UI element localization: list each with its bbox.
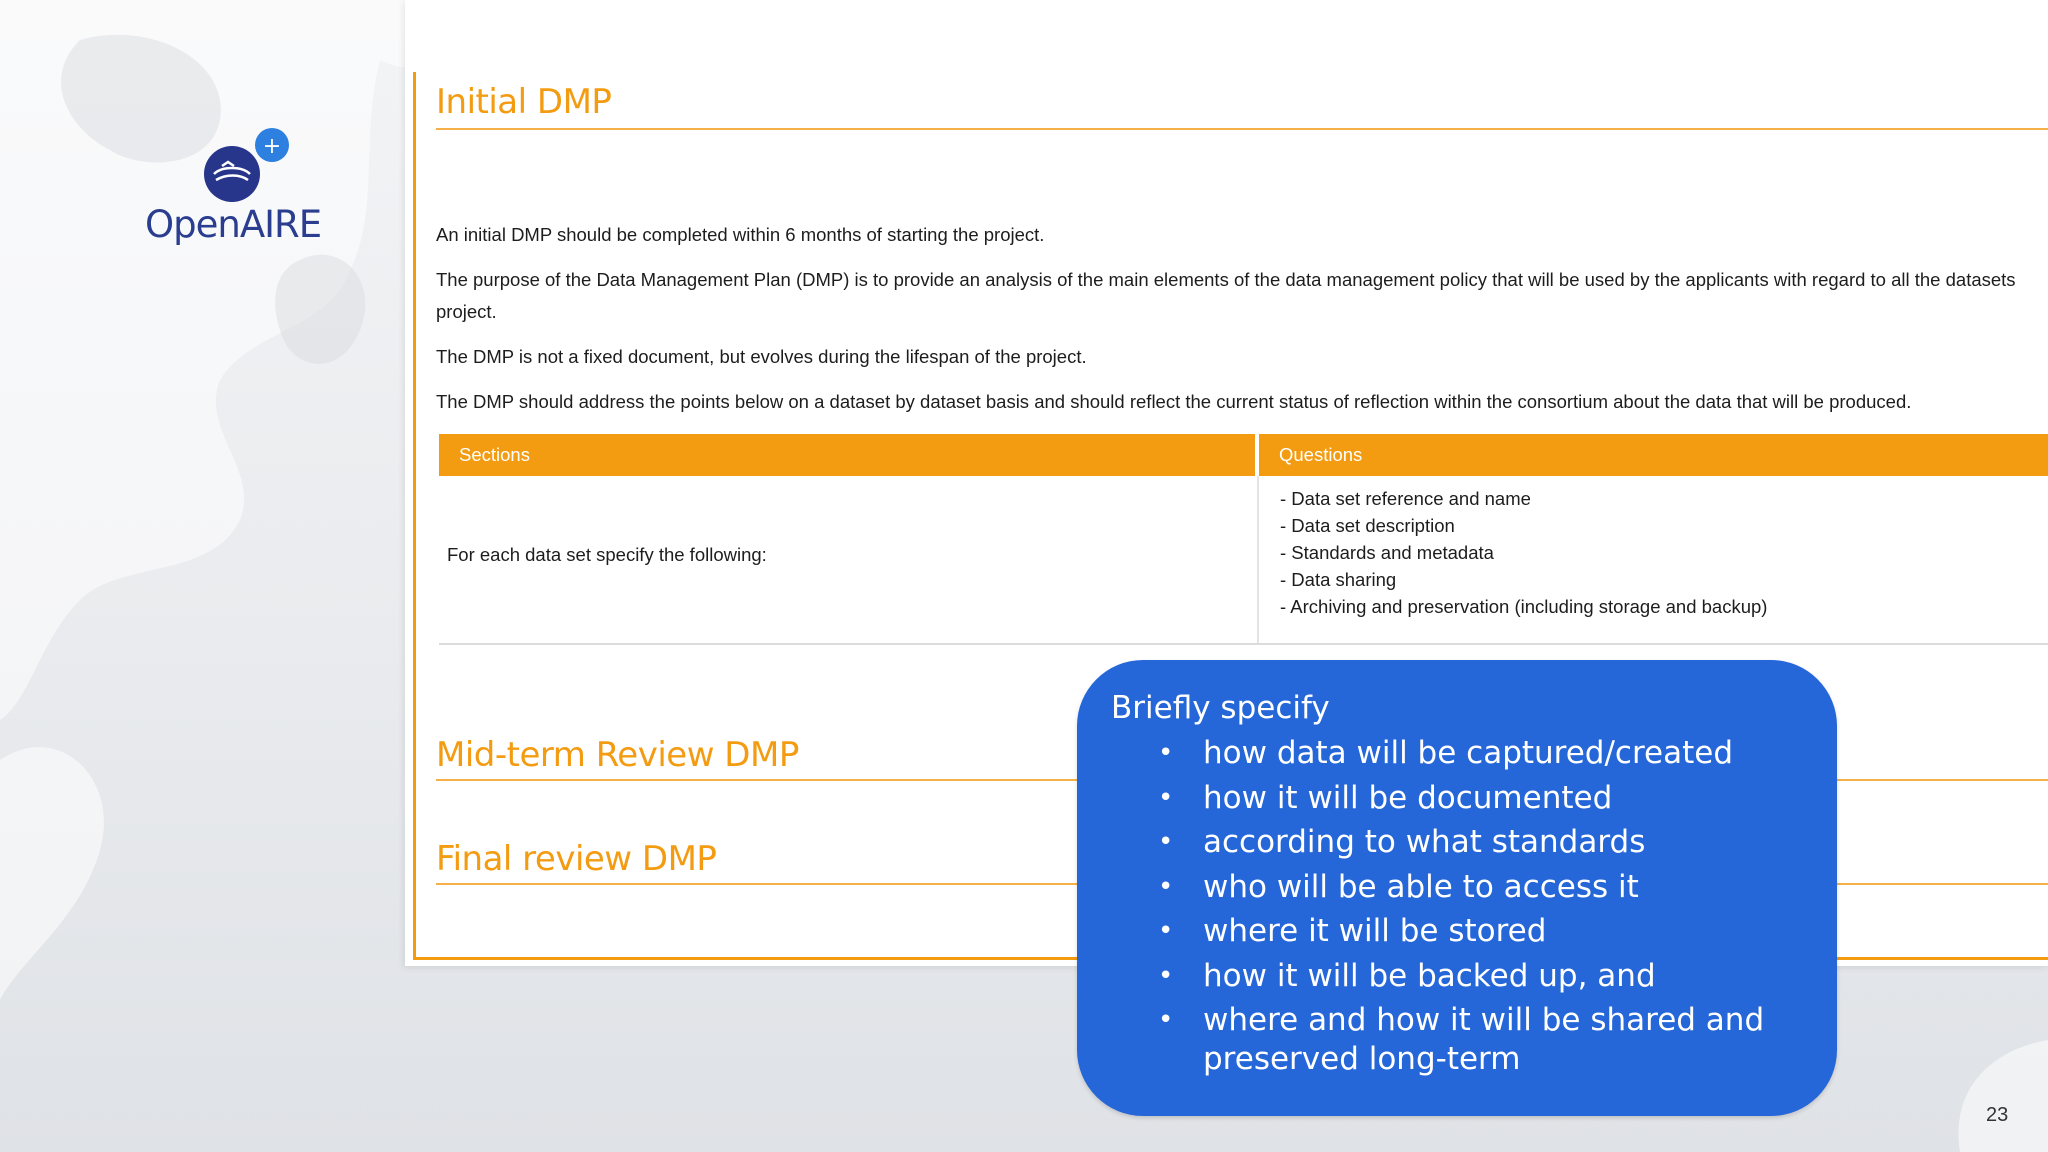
bullet-icon: • <box>1158 738 1174 768</box>
callout-box <box>1077 660 1837 1116</box>
callout-item-text: how data will be captured/created <box>1203 735 1734 771</box>
table-header-questions: Questions <box>1259 434 2048 476</box>
bullet-icon: • <box>1158 916 1174 946</box>
paragraph-2: The purpose of the Data Management Plan (DMP) is to provide an analysis of the main elements of the data management policy that will be used by the applicants with regard to all the datasets <box>436 269 2016 290</box>
page-number: 23 <box>1986 1104 2009 1126</box>
callout-item-text: according to what standards <box>1203 824 1646 860</box>
paragraph-4: The DMP should address the points below on a dataset by dataset basis and should reflect the current status of reflection within the consortium about the data that will be produced. <box>436 391 1912 412</box>
table-bottom-rule <box>439 643 2048 645</box>
paragraph-2-cont: project. <box>436 301 497 322</box>
callout-item-text: who will be able to access it <box>1203 868 1639 905</box>
section-title-initial: Initial DMP <box>436 82 612 122</box>
callout-item-text: where and how it will be shared and preserved long-term <box>1203 1002 1765 1077</box>
table-column-divider <box>1257 476 1259 644</box>
bullet-icon: • <box>1158 1005 1174 1035</box>
list-item: - Data set description <box>1280 515 1455 536</box>
bullet-icon: • <box>1158 782 1174 813</box>
callout-item-text: where it will be stored <box>1203 913 1547 949</box>
callout-item <box>1077 734 1837 773</box>
callout-item <box>1077 779 1837 818</box>
callout-item <box>1077 957 1837 996</box>
section-rule-initial <box>436 128 2048 130</box>
list-item: - Data sharing <box>1280 569 1397 590</box>
callout-item <box>1077 1001 1837 1078</box>
bullet-icon: • <box>1158 960 1174 991</box>
callout-list <box>1077 734 1837 1084</box>
table-row-label: For each data set specify the following: <box>447 544 767 565</box>
section-title-final: Final review DMP <box>436 839 717 879</box>
list-item: - Standards and metadata <box>1280 542 1494 563</box>
callout-item-text: how it will be documented <box>1203 779 1613 816</box>
table-header-sections: Sections <box>439 434 1255 476</box>
logo-badge: + <box>262 134 282 159</box>
paragraph-1: An initial DMP should be completed within 6 months of starting the project. <box>436 224 1045 245</box>
callout-item <box>1077 912 1837 951</box>
bullet-icon: • <box>1158 827 1174 857</box>
paragraph-3: The DMP is not a fixed document, but evolves during the lifespan of the project. <box>436 346 1087 367</box>
callout-title: Briefly specify <box>1111 690 1330 726</box>
callout-item <box>1077 868 1837 907</box>
logo-wordmark: OpenAIRE <box>145 203 322 246</box>
callout-item-text: how it will be backed up, and <box>1203 957 1656 994</box>
section-title-midterm: Mid-term Review DMP <box>436 735 799 775</box>
list-item: - Archiving and preservation (including storage and backup) <box>1280 596 1768 617</box>
questions-list <box>1280 485 1767 620</box>
list-item: - Data set reference and name <box>1280 488 1531 509</box>
bullet-icon: • <box>1158 871 1174 902</box>
callout-item <box>1077 823 1837 862</box>
